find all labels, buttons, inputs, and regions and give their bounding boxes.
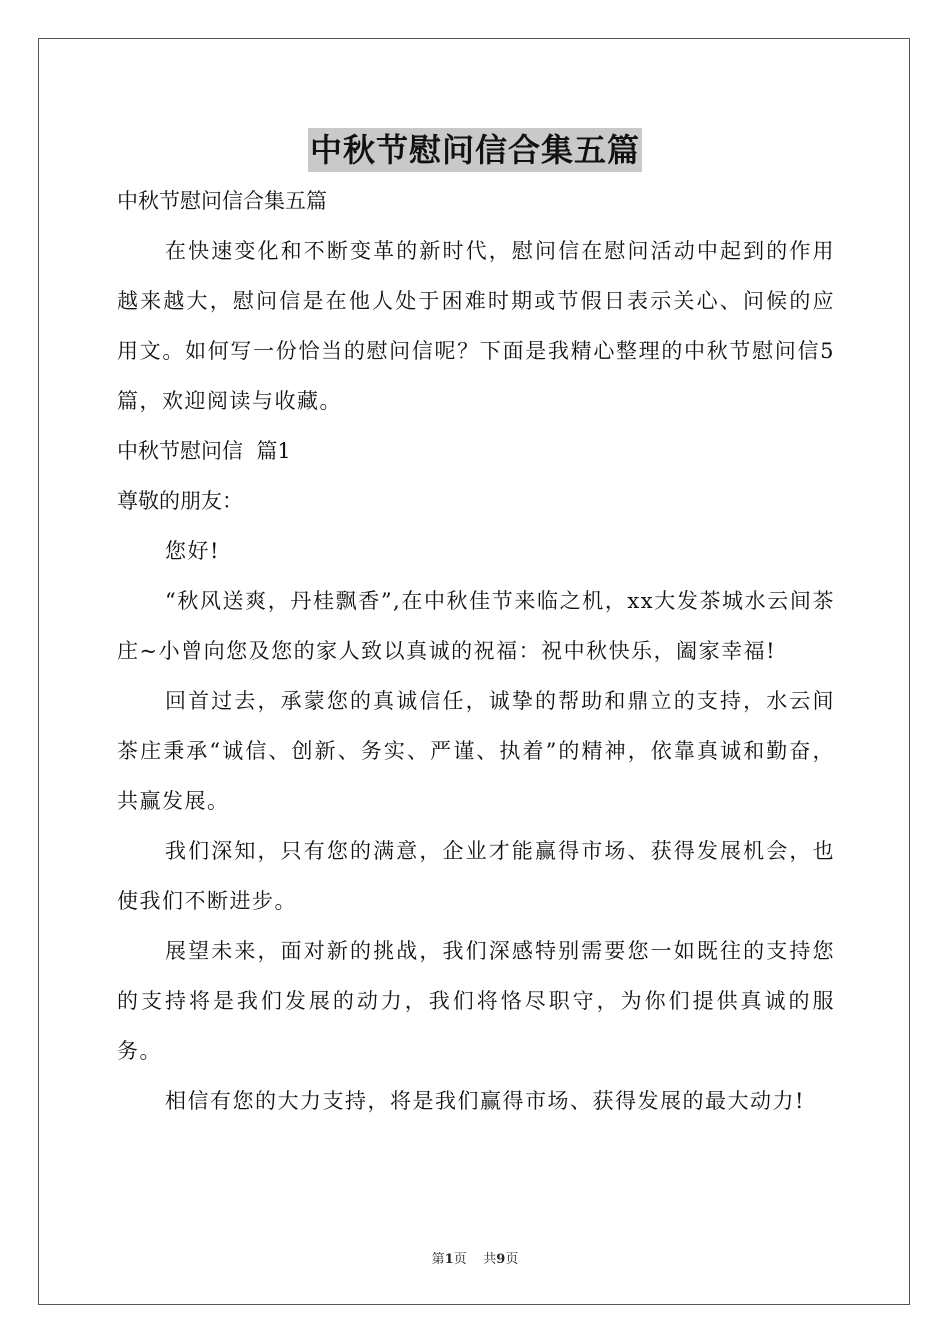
- intro-paragraph: 在快速变化和不断变革的新时代，慰问信在慰问活动中起到的作用越来越大，慰问信是在他人处于困难时期或节假日表示关心、问候的应用文。如何写一份恰当的慰问信呢？下面是我精心整理的中秋节慰问信5篇，欢迎阅读与收藏。: [117, 239, 835, 413]
- body-paragraph: 回首过去，承蒙您的真诚信任，诚挚的帮助和鼎立的支持，水云间茶庄秉承“诚信、创新、务实、严谨、执着”的精神，依靠真诚和勤奋，共赢发展。: [117, 689, 835, 813]
- footer-page-suffix: 页: [453, 1252, 467, 1267]
- body-paragraph: 相信有您的大力支持，将是我们赢得市场、获得发展的最大动力!: [165, 1089, 805, 1113]
- section-heading: 中秋节慰问信 篇1: [117, 439, 291, 463]
- title-container: [0, 128, 950, 172]
- body-paragraph: 展望未来，面对新的挑战，我们深感特别需要您一如既往的支持您的支持将是我们发展的动力，我们将恪尽职守，为你们提供真诚的服务。: [117, 939, 835, 1063]
- greeting: 您好!: [165, 539, 220, 563]
- footer-page-number: 1: [444, 1252, 454, 1267]
- footer-total-pages: 9: [496, 1252, 506, 1267]
- document-title: 中秋节慰问信合集五篇: [308, 128, 642, 172]
- footer-total-suffix: 页: [505, 1252, 519, 1267]
- page-footer: [0, 1248, 950, 1267]
- footer-page-prefix: 第: [431, 1252, 445, 1267]
- body-paragraph: “秋风送爽，丹桂飘香”,在中秋佳节来临之机，xx大发茶城水云间茶庄~小曾向您及您的家人致以真诚的祝福：祝中秋快乐，阖家幸福!: [117, 589, 835, 663]
- document-body: [117, 176, 835, 1126]
- footer-total-prefix: 共: [483, 1252, 497, 1267]
- document-subtitle: 中秋节慰问信合集五篇: [117, 189, 327, 213]
- body-paragraph: 我们深知，只有您的满意，企业才能赢得市场、获得发展机会，也使我们不断进步。: [117, 839, 835, 913]
- salutation: 尊敬的朋友：: [117, 489, 243, 513]
